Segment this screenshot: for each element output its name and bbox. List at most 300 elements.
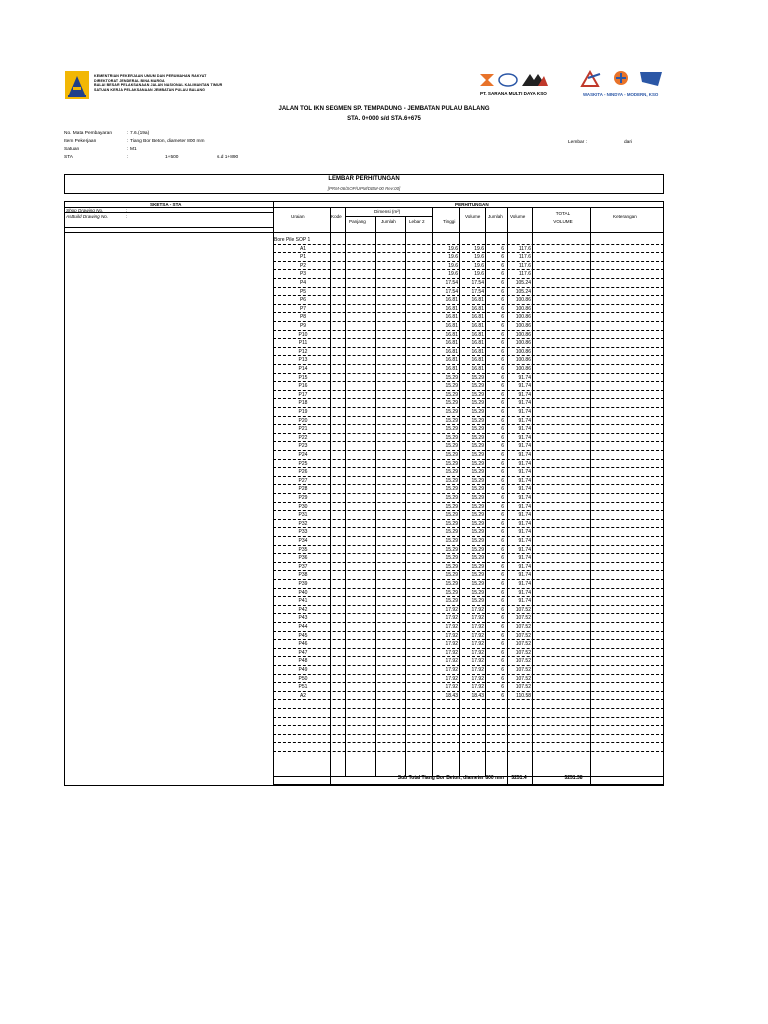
- cell-tinggi: 17.92: [445, 649, 458, 656]
- table-row: [273, 408, 664, 417]
- cell-jumlah: 6: [501, 254, 504, 261]
- cell-jumlah: 6: [501, 572, 504, 579]
- cell-volume: 15.29: [471, 581, 484, 587]
- ministry-logo: [64, 70, 90, 100]
- cell-jumlah: 6: [501, 520, 504, 527]
- cell-total: 100.86: [515, 314, 531, 321]
- cell-total: 100.86: [515, 366, 531, 372]
- ministry-line: DIREKTORAT JENDERAL BINA MARGA: [94, 78, 165, 83]
- cell-jumlah: 6: [501, 426, 504, 433]
- cell-volume: 15.29: [471, 503, 484, 510]
- info-label-mata-pembayaran: No. Mata Pembayaran: [64, 131, 112, 136]
- table-row: [273, 494, 664, 503]
- cell-volume: 16.81: [471, 297, 484, 304]
- table-row: [273, 253, 664, 262]
- cell-volume: 15.29: [471, 529, 484, 536]
- cell-volume: 19.6: [474, 254, 484, 261]
- cell-total: 91.74: [518, 538, 531, 544]
- cell-tinggi: 15.29: [445, 563, 458, 570]
- cell-name: P23: [298, 443, 308, 450]
- cell-total: 91.74: [518, 486, 531, 493]
- cell-tinggi: 15.29: [445, 495, 458, 501]
- cell-volume: 17.92: [471, 675, 484, 682]
- cell-volume: 17.92: [471, 632, 484, 639]
- cell-volume: 15.29: [471, 486, 484, 493]
- cell-tinggi: 15.29: [445, 460, 458, 467]
- table-row: [273, 606, 664, 615]
- cell-tinggi: 15.29: [445, 477, 458, 484]
- table-row: [273, 657, 664, 666]
- col-header-kode: Kode: [331, 214, 342, 219]
- table-row: [273, 563, 664, 572]
- cell-total: 107.52: [515, 658, 531, 665]
- cell-name: P15: [298, 374, 308, 381]
- cell-jumlah: 6: [501, 400, 504, 407]
- cell-jumlah: 6: [501, 546, 504, 553]
- cell-jumlah: 6: [501, 529, 504, 536]
- cell-total: 91.74: [518, 495, 531, 501]
- info-colon: :: [127, 139, 129, 144]
- cell-jumlah: 6: [501, 434, 504, 441]
- cell-name: P8: [299, 314, 307, 321]
- table-row: [273, 571, 664, 580]
- cell-name: P35: [298, 546, 308, 553]
- cell-tinggi: 15.29: [445, 486, 458, 493]
- cell-volume: 15.29: [471, 383, 484, 390]
- cell-jumlah: 6: [501, 692, 504, 699]
- cell-volume: 15.29: [471, 563, 484, 570]
- cell-tinggi: 17.92: [445, 641, 458, 648]
- cell-volume: 17.54: [471, 280, 484, 286]
- cell-name: P16: [298, 383, 308, 390]
- cell-tinggi: 15.29: [445, 426, 458, 433]
- cell-name: P7: [299, 305, 307, 312]
- cell-name: P29: [298, 495, 308, 501]
- cell-jumlah: 6: [501, 280, 504, 286]
- cell-jumlah: 6: [501, 391, 504, 398]
- group-label: Bore Pile SOP 1: [274, 237, 311, 243]
- table-row: [273, 546, 664, 555]
- cell-volume: 17.92: [471, 606, 484, 613]
- cell-volume: 17.92: [471, 667, 484, 673]
- cell-total: 107.52: [515, 667, 531, 673]
- table-row: [273, 503, 664, 512]
- table-row: [273, 692, 664, 701]
- table-row: [273, 331, 664, 340]
- dari-label: dari: [624, 140, 632, 145]
- cell-volume: 15.29: [471, 443, 484, 450]
- cell-total: 91.74: [518, 383, 531, 390]
- cell-name: P48: [298, 658, 308, 665]
- table-row: [273, 614, 664, 623]
- table-row: [273, 623, 664, 632]
- cell-jumlah: 6: [501, 598, 504, 605]
- table-row: [273, 675, 664, 684]
- cell-tinggi: 16.81: [445, 340, 458, 347]
- cell-tinggi: 15.29: [445, 383, 458, 390]
- cell-total: 107.52: [515, 649, 531, 656]
- cell-volume: 15.29: [471, 374, 484, 381]
- cell-total: 91.74: [518, 443, 531, 450]
- cell-volume: 15.29: [471, 460, 484, 467]
- cell-tinggi: 15.29: [445, 400, 458, 407]
- cell-total: 100.86: [515, 305, 531, 312]
- dimensi-subheader-line: [345, 216, 432, 217]
- cell-volume: 15.29: [471, 538, 484, 544]
- table-row: [273, 305, 664, 314]
- document-subtitle: STA. 0+000 s/d STA.6+675: [347, 116, 421, 122]
- cell-total: 91.74: [518, 529, 531, 536]
- cell-volume: 17.54: [471, 288, 484, 295]
- cell-volume: 15.29: [471, 555, 484, 562]
- cell-tinggi: 17.92: [445, 615, 458, 622]
- cell-total: 110.58: [516, 692, 531, 699]
- cell-total: 107.52: [515, 624, 531, 630]
- cell-name: P47: [298, 649, 308, 656]
- cell-jumlah: 6: [501, 555, 504, 562]
- cell-name: P37: [298, 563, 308, 570]
- info-value-item-pekerjaan: Tiang Bor Beton, diameter 800 mm: [130, 139, 205, 144]
- table-row: [273, 589, 664, 598]
- cell-jumlah: 6: [501, 366, 504, 372]
- document-title: JALAN TOL IKN SEGMEN SP. TEMPADUNG - JEMBATAN PULAU BALANG: [278, 106, 490, 112]
- cell-name: P32: [298, 520, 308, 527]
- cell-total: 105.24: [515, 288, 531, 295]
- header-line: [64, 207, 664, 208]
- table-row: [273, 468, 664, 477]
- table-row: [273, 485, 664, 494]
- perhitungan-header: PERHITUNGAN: [455, 202, 489, 207]
- table-row: [273, 460, 664, 469]
- cell-volume: 16.81: [471, 366, 484, 372]
- subtotal-volume: 5251.4: [511, 775, 527, 781]
- cell-jumlah: 6: [501, 477, 504, 484]
- info-label-sta: STA: [64, 155, 73, 160]
- cell-name: P5: [299, 288, 307, 295]
- cell-name: P49: [298, 667, 308, 673]
- cell-total: 91.74: [518, 469, 531, 476]
- cell-tinggi: 16.81: [445, 348, 458, 355]
- cell-total: 107.52: [515, 684, 531, 691]
- cell-jumlah: 6: [501, 305, 504, 312]
- col-header-volume2: Volume: [510, 214, 526, 219]
- cell-name: P33: [298, 529, 308, 536]
- cell-name: P50: [298, 675, 308, 682]
- cell-jumlah: 6: [501, 314, 504, 321]
- cell-total: 91.74: [518, 417, 531, 424]
- cell-name: P21: [298, 426, 308, 433]
- cell-jumlah: 6: [501, 563, 504, 570]
- sheet-subtitle: [PRM-06/SOP/UPM/DBM-00 Rev:00]: [327, 186, 401, 191]
- cell-volume: 15.29: [471, 409, 484, 415]
- cell-jumlah: 6: [501, 581, 504, 587]
- cell-total: 100.86: [515, 357, 531, 364]
- cell-volume: 17.92: [471, 624, 484, 630]
- cell-total: 91.74: [518, 374, 531, 381]
- cell-jumlah: 6: [501, 288, 504, 295]
- cell-jumlah: 6: [501, 452, 504, 458]
- cell-name: P22: [298, 434, 308, 441]
- cell-jumlah: 6: [501, 245, 504, 252]
- cell-tinggi: 15.29: [445, 546, 458, 553]
- sheet-title: LEMBAR PERHITUNGAN: [328, 176, 400, 182]
- cell-name: P24: [298, 452, 308, 458]
- info-value-mata-pembayaran: 7.6.(19a): [130, 131, 150, 136]
- cell-tinggi: 17.54: [445, 288, 458, 295]
- cell-jumlah: 6: [501, 409, 504, 415]
- cell-tinggi: 18.43: [445, 692, 458, 699]
- cell-tinggi: 17.92: [445, 658, 458, 665]
- cell-total: 100.86: [515, 323, 531, 329]
- cell-tinggi: 15.29: [445, 512, 458, 519]
- cell-tinggi: 15.29: [445, 417, 458, 424]
- table-row: [273, 649, 664, 658]
- cell-name: P1: [299, 254, 307, 261]
- cell-tinggi: 15.29: [445, 572, 458, 579]
- info-colon: :: [127, 131, 129, 136]
- cell-name: P30: [298, 503, 308, 510]
- cell-volume: 15.29: [471, 546, 484, 553]
- cell-jumlah: 6: [501, 460, 504, 467]
- col-header-dimensi: Dimensi (m²): [374, 209, 401, 214]
- table-row: [273, 640, 664, 649]
- table-row: [273, 700, 664, 709]
- lembar-label: Lembar :: [568, 140, 587, 145]
- cell-tinggi: 15.29: [445, 452, 458, 458]
- cell-jumlah: 6: [501, 615, 504, 622]
- cell-tinggi: 19.6: [448, 245, 458, 252]
- col-header-jumlah2: Jumlah: [488, 214, 503, 219]
- cell-tinggi: 15.29: [445, 555, 458, 562]
- cell-volume: 19.6: [474, 271, 484, 278]
- table-row: [273, 477, 664, 486]
- cell-name: P27: [298, 477, 308, 484]
- partner-logo-sarana: [478, 70, 568, 90]
- cell-jumlah: 6: [501, 503, 504, 510]
- ministry-line: SATUAN KERJA PELAKSANAAN JEMBATAN PULAU BALANG: [94, 87, 206, 92]
- table-row: [273, 365, 664, 374]
- cell-total: 107.52: [515, 632, 531, 639]
- table-row: [273, 554, 664, 563]
- subtotal-label: Sub Total Tiang Bor Beton, diameter 800 mm: [397, 775, 504, 781]
- table-row: [273, 236, 664, 245]
- table-row: [273, 417, 664, 426]
- cell-tinggi: 17.92: [445, 667, 458, 673]
- table-row: [273, 442, 664, 451]
- cell-jumlah: 6: [501, 374, 504, 381]
- info-colon: :: [127, 155, 129, 160]
- table-row: [273, 296, 664, 305]
- cell-total: 105.24: [515, 280, 531, 286]
- cell-name: P10: [298, 331, 308, 338]
- cell-volume: 16.81: [471, 357, 484, 364]
- table-row: [273, 348, 664, 357]
- cell-jumlah: 6: [501, 649, 504, 656]
- cell-tinggi: 19.6: [448, 254, 458, 261]
- cell-jumlah: 6: [501, 624, 504, 630]
- cell-tinggi: 17.92: [445, 624, 458, 630]
- table-row: [273, 683, 664, 692]
- cell-jumlah: 6: [501, 340, 504, 347]
- table-row: [273, 666, 664, 675]
- info-label-satuan: Satuan: [64, 147, 80, 152]
- cell-volume: 15.29: [471, 572, 484, 579]
- cell-tinggi: 17.54: [445, 280, 458, 286]
- cell-tinggi: 16.81: [445, 323, 458, 329]
- table-row: [273, 399, 664, 408]
- cell-jumlah: 6: [501, 297, 504, 304]
- column-header-bottom: [64, 232, 664, 233]
- table-row: [273, 391, 664, 400]
- cell-name: P44: [298, 624, 308, 630]
- cell-total: 100.86: [515, 340, 531, 347]
- cell-name: P31: [298, 512, 308, 519]
- cell-name: P26: [298, 469, 308, 476]
- cell-jumlah: 6: [501, 641, 504, 648]
- cell-total: 107.52: [515, 615, 531, 622]
- info-label-item-pekerjaan: Item Pekerjaan: [64, 139, 97, 144]
- table-row: [273, 356, 664, 365]
- cell-tinggi: 16.81: [445, 297, 458, 304]
- cell-name: P51: [298, 684, 308, 691]
- table-row: [273, 322, 664, 331]
- cell-volume: 15.29: [471, 520, 484, 527]
- ministry-line: KEMENTRIAN PEKERJAAN UMUM DAN PERUMAHAN RAKYAT: [94, 74, 207, 78]
- info-colon: :: [127, 147, 129, 152]
- cell-volume: 17.92: [471, 649, 484, 656]
- cell-name: P4: [299, 280, 307, 286]
- cell-jumlah: 6: [501, 667, 504, 673]
- cell-total: 91.74: [518, 563, 531, 570]
- table-row: [273, 434, 664, 443]
- table-row: [273, 597, 664, 606]
- cell-volume: 15.29: [471, 598, 484, 605]
- cell-name: A1: [299, 245, 307, 252]
- cell-jumlah: 6: [501, 331, 504, 338]
- cell-name: A2: [299, 692, 307, 699]
- cell-volume: 16.81: [471, 348, 484, 355]
- cell-tinggi: 15.29: [445, 469, 458, 476]
- cell-jumlah: 6: [501, 262, 504, 269]
- cell-name: P19: [298, 409, 308, 415]
- col-header-panjang: Panjang: [349, 219, 366, 224]
- cell-jumlah: 6: [501, 486, 504, 493]
- asbuild-drawing-colon: :: [126, 214, 128, 219]
- table-row: [273, 735, 664, 744]
- cell-name: P25: [298, 460, 308, 467]
- cell-total: 91.74: [518, 452, 531, 458]
- cell-name: P3: [299, 271, 307, 278]
- sketsa-header: SKETSA - STA: [150, 202, 182, 207]
- cell-volume: 19.6: [474, 262, 484, 269]
- cell-name: P43: [298, 615, 308, 622]
- table-row: [273, 270, 664, 279]
- cell-total: 91.74: [518, 520, 531, 527]
- cell-name: P45: [298, 632, 308, 639]
- cell-jumlah: 6: [501, 589, 504, 596]
- cell-total: 91.74: [518, 477, 531, 484]
- col-header-uraian: Uraian: [291, 214, 305, 219]
- cell-volume: 15.29: [471, 477, 484, 484]
- cell-tinggi: 16.81: [445, 357, 458, 364]
- cell-tinggi: 15.29: [445, 409, 458, 415]
- cell-tinggi: 15.29: [445, 374, 458, 381]
- col-header-jumlah: Jumlah: [381, 219, 396, 224]
- table-row: [273, 288, 664, 297]
- cell-name: P34: [298, 538, 308, 544]
- cell-name: P28: [298, 486, 308, 493]
- cell-tinggi: 16.81: [445, 366, 458, 372]
- cell-tinggi: 17.92: [445, 606, 458, 613]
- cell-volume: 17.92: [471, 684, 484, 691]
- cell-tinggi: 19.6: [448, 271, 458, 278]
- table-row: [273, 382, 664, 391]
- cell-total: 91.74: [518, 512, 531, 519]
- cell-name: P42: [298, 606, 308, 613]
- table-row: [273, 743, 664, 752]
- cell-name: P12: [298, 348, 308, 355]
- cell-volume: 15.29: [471, 391, 484, 398]
- cell-total: 91.74: [518, 460, 531, 467]
- cell-jumlah: 6: [501, 323, 504, 329]
- cell-total: 91.74: [518, 572, 531, 579]
- cell-name: P14: [298, 366, 308, 372]
- cell-total: 107.52: [515, 641, 531, 648]
- table-row: [273, 339, 664, 348]
- col-header-total-volume: TOTAL VOLUME: [553, 211, 573, 224]
- col-header-tinggi: Tinggi: [443, 219, 456, 224]
- cell-total: 100.86: [515, 348, 531, 355]
- cell-jumlah: 6: [501, 417, 504, 424]
- table-row: [273, 262, 664, 271]
- cell-tinggi: 15.29: [445, 529, 458, 536]
- cell-total: 91.74: [518, 391, 531, 398]
- cell-volume: 15.29: [471, 469, 484, 476]
- cell-jumlah: 6: [501, 538, 504, 544]
- table-row: [273, 451, 664, 460]
- cell-volume: 19.6: [474, 245, 484, 252]
- cell-tinggi: 15.29: [445, 443, 458, 450]
- cell-volume: 18.43: [471, 692, 484, 699]
- partner-name-sarana: PT. SARANA MULTI DAYA KSO: [480, 91, 547, 96]
- cell-total: 91.74: [518, 426, 531, 433]
- table-row: [273, 632, 664, 641]
- cell-total: 100.86: [515, 331, 531, 338]
- partner-name-waskita: WASKITA - NINDYA - MODERN, KSO: [583, 92, 659, 97]
- cell-jumlah: 6: [501, 443, 504, 450]
- cell-tinggi: 16.81: [445, 305, 458, 312]
- cell-total: 91.74: [518, 598, 531, 605]
- cell-total: 91.74: [518, 434, 531, 441]
- table-row: [273, 580, 664, 589]
- ministry-line: BALAI BESAR PELAKSANAAN JALAN NASIONAL KALIMANTAN TIMUR: [94, 83, 223, 88]
- cell-name: P40: [298, 589, 308, 596]
- cell-jumlah: 6: [501, 512, 504, 519]
- subtotal-total-volume: 5251.38: [564, 775, 583, 781]
- cell-tinggi: 17.92: [445, 684, 458, 691]
- cell-name: P46: [298, 641, 308, 648]
- cell-volume: 15.29: [471, 417, 484, 424]
- cell-volume: 16.81: [471, 305, 484, 312]
- cell-name: P36: [298, 555, 308, 562]
- cell-total: 91.74: [518, 589, 531, 596]
- cell-volume: 15.29: [471, 589, 484, 596]
- cell-jumlah: 6: [501, 348, 504, 355]
- shop-drawing-label: Shop Drawing No.: [66, 208, 104, 213]
- cell-volume: 15.29: [471, 495, 484, 501]
- cell-volume: 16.81: [471, 323, 484, 329]
- cell-total: 107.52: [515, 675, 531, 682]
